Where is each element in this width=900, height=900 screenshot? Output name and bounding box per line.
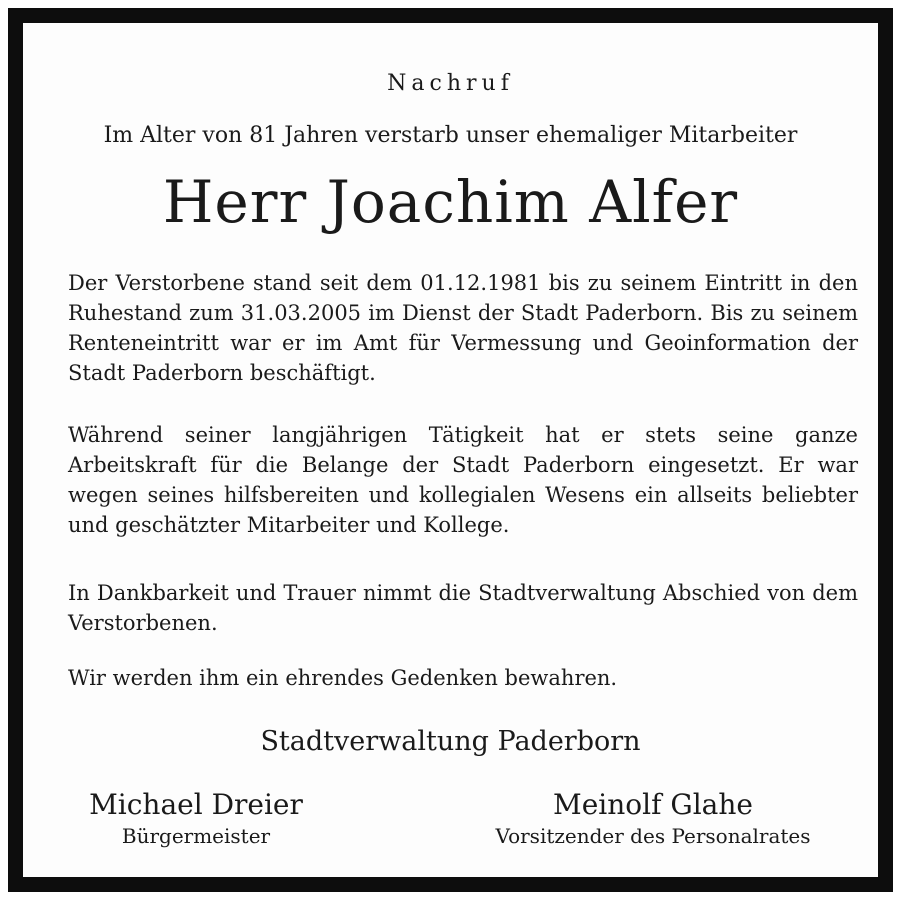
intro-text: Im Alter von 81 Jahren verstarb unser ehemaliger Mitarbeiter — [103, 123, 798, 148]
deceased-name: Herr Joachim Alfer — [162, 168, 739, 236]
signatory-name: Michael Dreier — [89, 788, 303, 821]
notice-title: Nachruf — [387, 71, 514, 96]
signatory-role: Vorsitzender des Personalrates — [495, 824, 811, 848]
signatory-staff-council — [453, 788, 853, 850]
signatory-name: Meinolf Glahe — [553, 788, 753, 821]
paragraph-tribute: Während seiner langjährigen Tätigkeit hat er stets seine ganze Arbeitskraft für die Belange der Stadt Paderborn eingesetzt. Er war wegen seines hilfsbereiten und kollegialen Wesens ein allseits beliebter und geschätzter Mitarbeiter und Kollege. — [68, 423, 858, 537]
paragraph-remembrance: Wir werden ihm ein ehrendes Gedenken bewahren. — [68, 666, 618, 690]
signatory-role: Bürgermeister — [121, 824, 271, 848]
paragraph-service: Der Verstorbene stand seit dem 01.12.1981 bis zu seinem Eintritt in den Ruhestand zum 31.03.2005 im Dienst der Stadt Paderborn. Bis zu seinem Renteneintritt war er im Amt für Vermessung und Geoinformation der Stadt Paderborn beschäftigt. — [68, 271, 858, 385]
paragraph-farewell: In Dankbarkeit und Trauer nimmt die Stadtverwaltung Abschied von dem Verstorbenen. — [68, 581, 858, 635]
obituary-frame — [8, 8, 893, 892]
signatory-mayor — [51, 788, 341, 850]
organization-name: Stadtverwaltung Paderborn — [260, 726, 641, 757]
